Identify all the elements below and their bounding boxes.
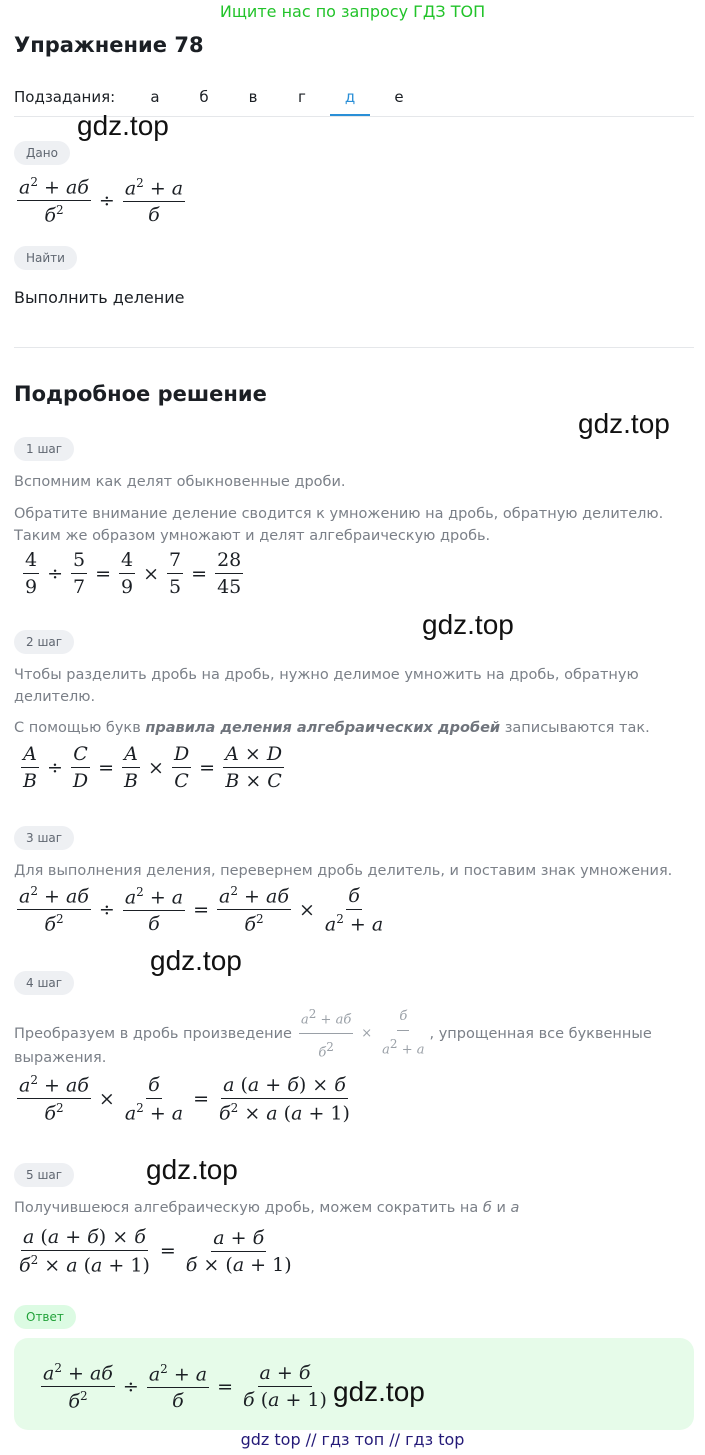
step-1-expression: $\frac{4}{9}$ ÷ $\frac{5}{7}$ = $\frac{4}{9}$ × $\frac{7}{5}$ = $\frac{28}{45}$ [25, 549, 242, 598]
step-4-text-2: выражения. [14, 1050, 107, 1066]
step-5-text-1: Получившеюся алгебраическую дробь, можем сократить на б и a [14, 1200, 520, 1216]
find-text: Выполнить деление [14, 288, 185, 307]
footer-links[interactable]: gdz top // гдз топ // гдз top [240, 1430, 465, 1449]
page-title: Упражнение 78 [14, 33, 204, 57]
step-1-badge: 1 шаг [14, 437, 74, 461]
step-4-inline-expression: $\frac{a^2 + aб}{б^2}$ × $\frac{б}{a^2 + a}$ [296, 1003, 430, 1065]
tab-e[interactable]: е [394, 88, 404, 106]
step-1-text-3: Таким же образом умножают и делят алгебраическую дробь. [14, 528, 491, 544]
subtasks-label: Подзадания: [14, 88, 116, 106]
answer-expression: $\frac{a^2 + aб}{б^2}$ ÷ $\frac{a^2 + a}{б}$ = $\frac{a + б}{б (a + 1)}$ [43, 1361, 327, 1413]
tab-a[interactable]: а [150, 88, 160, 106]
solution-heading: Подробное решение [14, 382, 267, 406]
watermark: gdz.top [146, 1154, 238, 1185]
tab-v[interactable]: в [248, 88, 258, 106]
tab-g[interactable]: г [298, 88, 306, 106]
watermark: gdz.top [77, 110, 169, 141]
step-3-badge: 3 шаг [14, 826, 74, 850]
given-expression: $\frac{a^2 + aб}{б^2}$ ÷ $\frac{a^2 + a}{б}$ [19, 175, 184, 227]
step-2-text-3: С помощью букв правила деления алгебраических дробей записываются так. [14, 720, 650, 736]
watermark: gdz.top [333, 1376, 425, 1407]
section-divider [14, 347, 694, 348]
watermark: gdz.top [578, 408, 670, 439]
step-2-text-2: делителю. [14, 689, 96, 705]
step-3-text-1: Для выполнения деления, перевернем дробь делитель, и поставим знак умножения. [14, 863, 673, 879]
watermark: gdz.top [150, 945, 242, 976]
step-1-text-1: Вспомним как делят обыкновенные дроби. [14, 474, 346, 490]
step-2-text-1: Чтобы разделить дробь на дробь, нужно делимое умножить на дробь, обратную [14, 667, 639, 683]
step-2-badge: 2 шаг [14, 630, 74, 654]
promo-banner: Ищите нас по запросу ГДЗ ТОП [219, 2, 486, 21]
step-1-text-2: Обратите внимание деление сводится к умножению на дробь, обратную делителю. [14, 506, 664, 522]
step-4-expression: $\frac{a^2 + aб}{б^2}$ × $\frac{б}{a^2 + a}$ = $\frac{a (a + б) \times б}{б^2 \times a (a + 1)}$ [19, 1073, 350, 1125]
given-badge: Дано [14, 141, 70, 165]
step-2-expression: $\frac{A}{B}$ ÷ $\frac{C}{D}$ = $\frac{A}{B}$ × $\frac{D}{C}$ = $\frac{A \times D}{B \times C}$ [23, 743, 283, 792]
step-3-expression: $\frac{a^2 + aб}{б^2}$ ÷ $\frac{a^2 + a}{б}$ = $\frac{a^2 + aб}{б^2}$ × $\frac{б}{a^2 + a}$ [19, 884, 384, 936]
watermark: gdz.top [422, 609, 514, 640]
tab-d[interactable]: д [330, 88, 370, 116]
step-4-text-1: Преобразуем в дробь произведение $\frac{a^2 + aб}{б^2}$ × $\frac{б}{a^2 + a}$ , упрощенная все буквенные [14, 1003, 652, 1065]
rule-emphasis: правила деления алгебраических дробей [145, 720, 501, 736]
step-4-badge: 4 шаг [14, 971, 74, 995]
tab-b[interactable]: б [199, 88, 209, 106]
step-5-expression: $\frac{a (a + б) \times б}{б^2 \times a (a + 1)}$ = $\frac{a + б}{б \times (a + 1)}$ [19, 1226, 292, 1277]
find-badge: Найти [14, 246, 77, 270]
step-5-badge: 5 шаг [14, 1163, 74, 1187]
answer-badge: Ответ [14, 1305, 76, 1329]
